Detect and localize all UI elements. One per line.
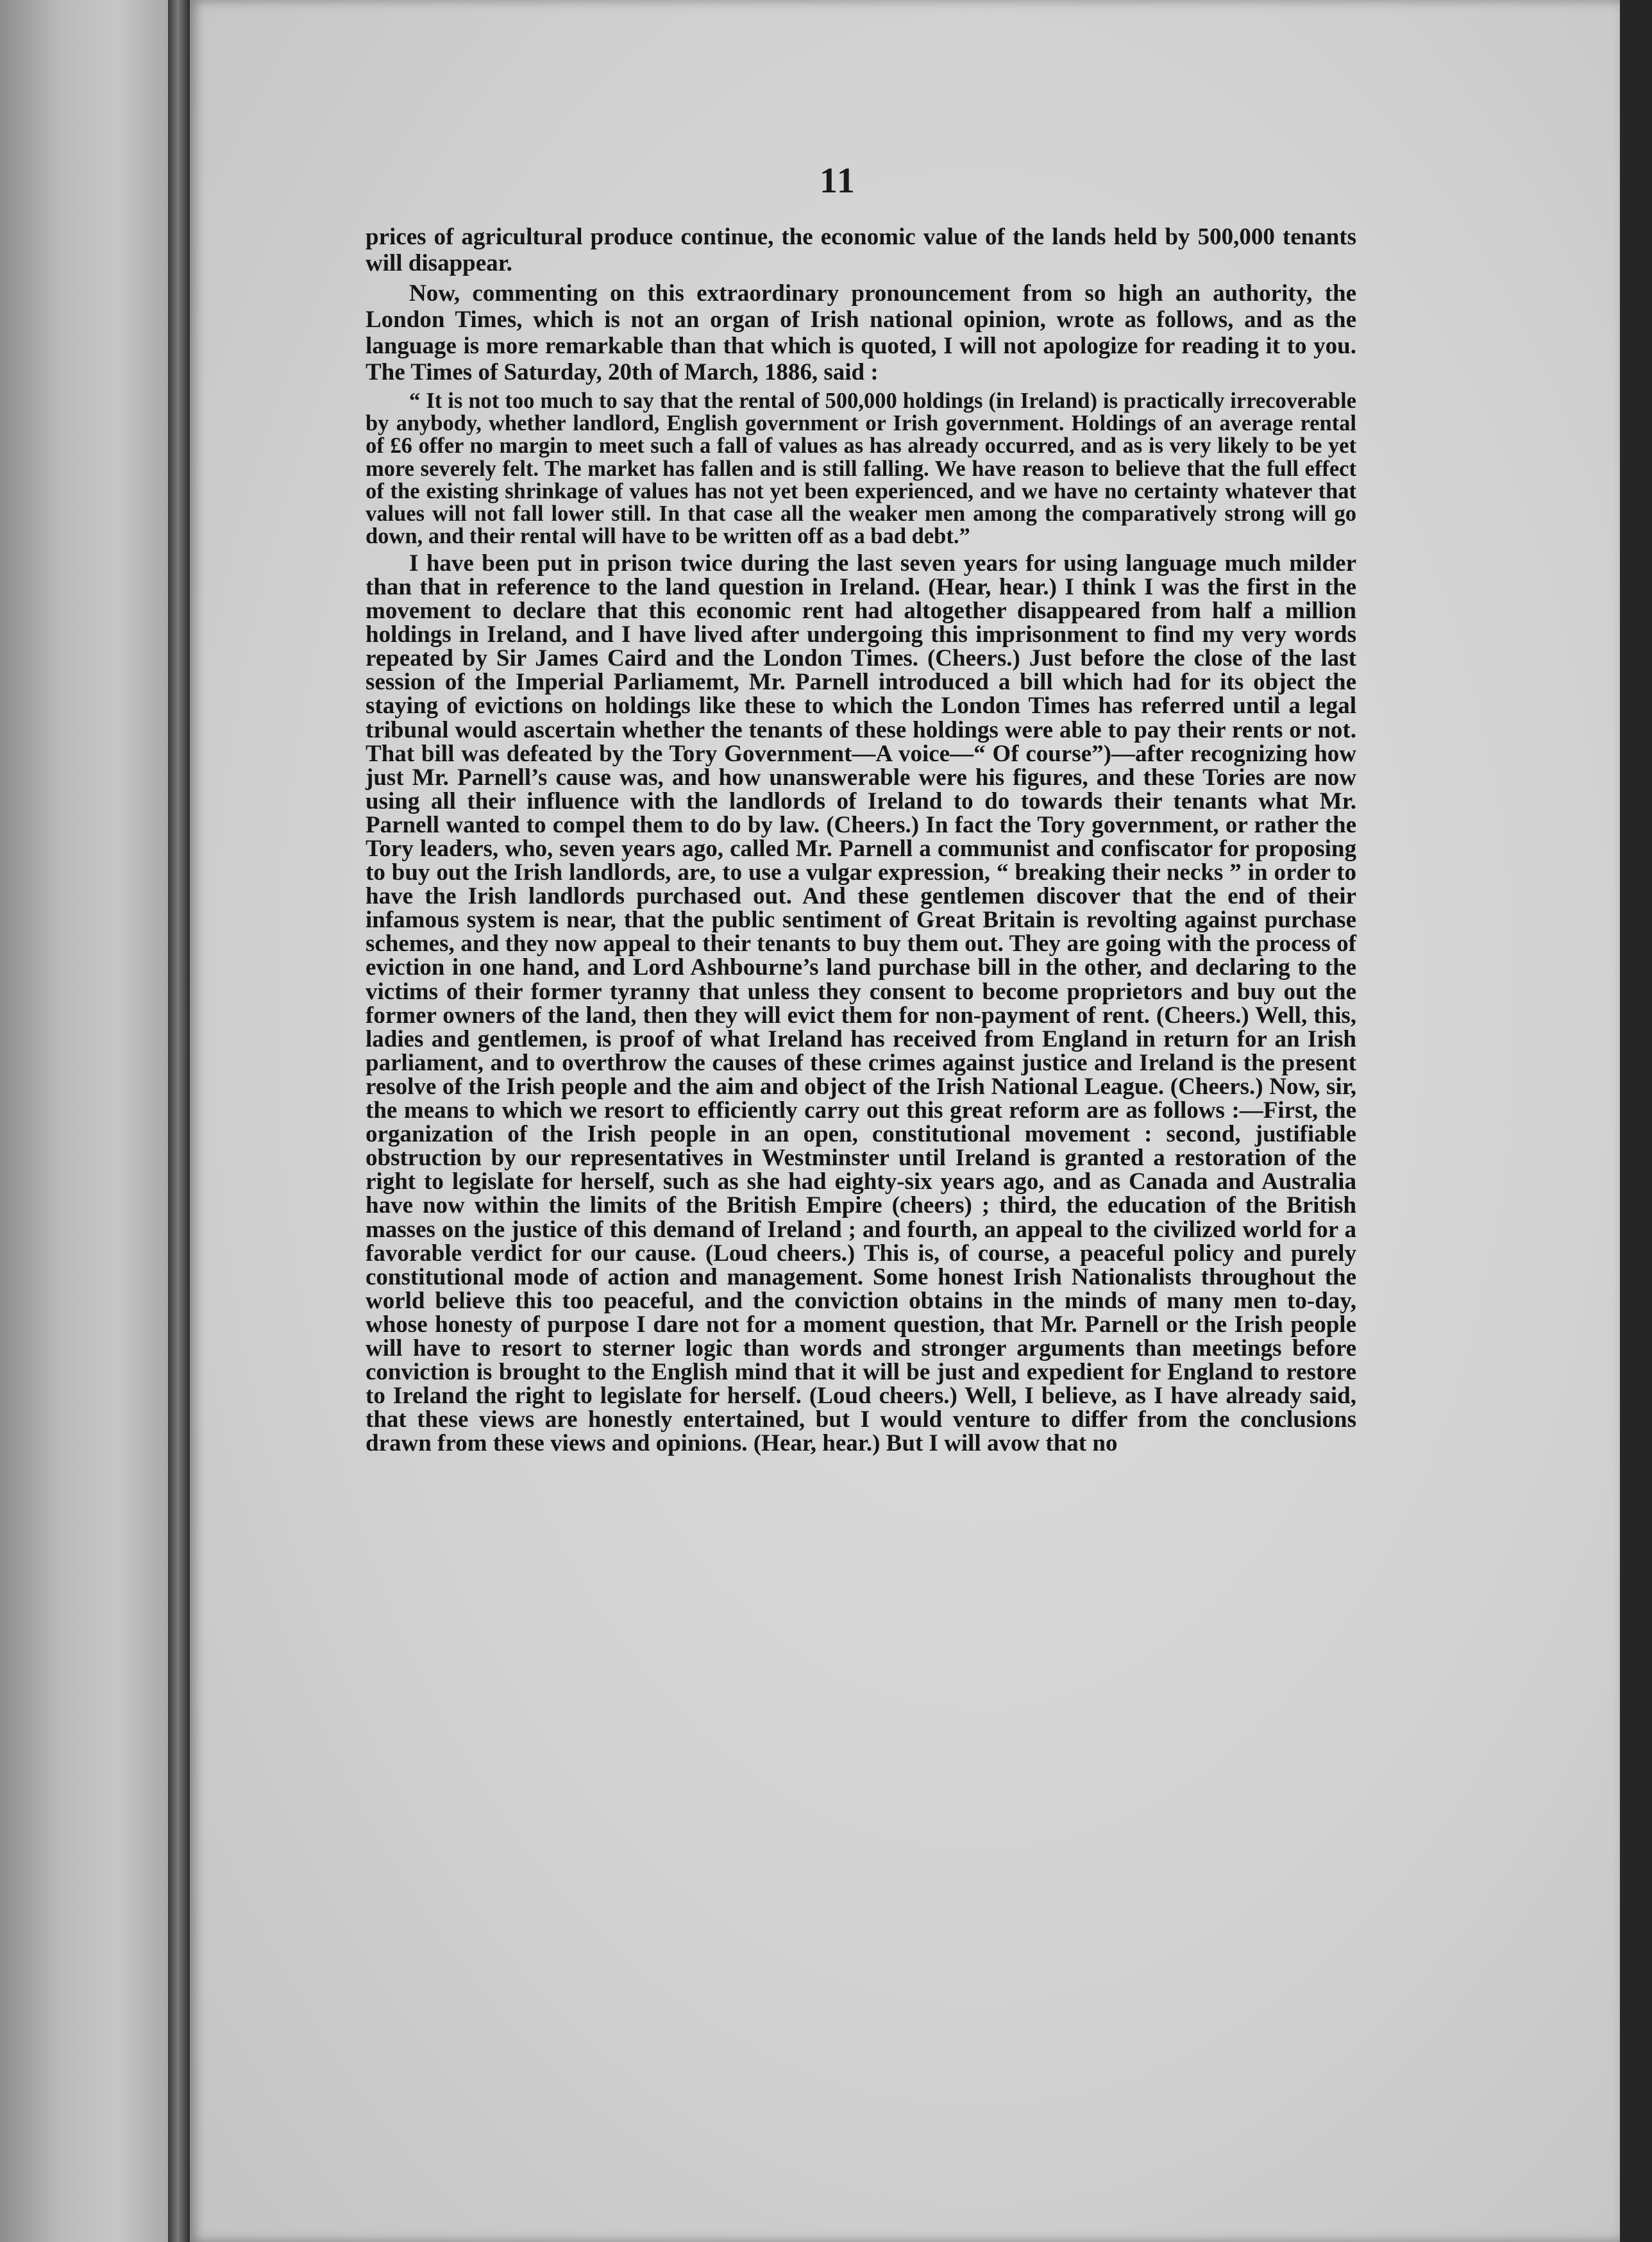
body-text xyxy=(366,224,1356,1460)
page-number: 11 xyxy=(820,161,856,201)
book-spine xyxy=(168,0,190,2242)
facing-page-edge xyxy=(0,0,168,2242)
paragraph-commentary: Now, commenting on this extraordinary pronouncement from so high an authority, the London Times, which is not an organ of Irish national opinion, wrote as follows, and as the language is more remarkable than that which is quoted, I will not apologize for reading it to you. The Times of Saturday, 20th of March, 1886, said : xyxy=(366,280,1356,385)
block-quote-times: “ It is not too much to say that the rental of 500,000 holdings (in Ireland) is practically irrecoverable by anybody, whether landlord, English government or Irish government. Holdings of an average rental of £6 offer no margin to meet such a fall of values as has already occurred, and as is very likely to be yet more severely felt. The market has fallen and is still falling. We have reason to believe that the full effect of the existing shrinkage of values has not yet been experienced, and we have no certainty whatever that values will not fall lower still. In that case all the weaker men among the comparatively strong will go down, and their rental will have to be written off as a bad debt.” xyxy=(366,389,1356,548)
paragraph-continuation: prices of agricultural produce continue, the economic value of the lands held by 500,000 tenants will disappear. xyxy=(366,224,1356,276)
paragraph-speech: I have been put in prison twice during the last seven years for using language much milder than that in reference to the land question in Ireland. (Hear, hear.) I think I was the first in the movement to declare that this economic rent had altogether disappeared from half a million holdings in Ireland, and I have lived after undergoing this imprisonment to find my very words repeated by Sir James Caird and the London Times. (Cheers.) Just before the close of the last session of the Imperial Parliamemt, Mr. Parnell introduced a bill which had for its object the staying of evictions on holdings like these to which the London Times has referred until a legal tribunal would ascertain whether the tenants of these holdings were able to pay their rents or not. That bill was defeated by the Tory Government—A voice—“ Of course”)—after recognizing how just Mr. Parnell’s cause was, and how unanswerable were his figures, and these Tories are now using all their influence with the landlords of Ireland to do towards their tenants what Mr. Parnell wanted to compel them to do by law. (Cheers.) In fact the Tory government, or rather the Tory leaders, who, seven years ago, called Mr. Parnell a communist and confiscator for proposing to buy out the Irish landlords, are, to use a vulgar expression, “ breaking their necks ” in order to have the Irish landlords purchased out. And these gentlemen discover that the end of their infamous system is near, that the public sentiment of Great Britain is revolting against purchase schemes, and they now appeal to their tenants to buy them out. They are going with the process of eviction in one hand, and Lord Ashbourne’s land purchase bill in the other, and declaring to the victims of their former tyranny that unless they consent to become proprietors and buy out the former owners of the land, then they will evict them for non-payment of rent. (Cheers.) Well, this, ladies and gentlemen, is proof of what Ireland has received from England in return for an Irish parliament, and to overthrow the causes of these crimes against justice and Ireland is the present resolve of the Irish people and the aim and object of the Irish National League. (Cheers.) Now, sir, the means to which we resort to efficiently carry out this great reform are as follows :—First, the organization of the Irish people in an open, constitutional movement : second, justifiable obstruction by our representatives in Westminster until Ireland is granted a restoration of the right to legislate for herself, such as she had eighty-six years ago, and as Canada and Australia have now within the limits of the British Empire (cheers) ; third, the education of the British masses on the justice of this demand of Ireland ; and fourth, an appeal to the civilized world for a favorable verdict for our cause. (Loud cheers.) This is, of course, a peaceful policy and purely constitutional mode of action and management. Some honest Irish Nationalists throughout the world believe this too peaceful, and the conviction obtains in the minds of many men to-day, whose honesty of purpose I dare not for a moment question, that Mr. Parnell or the Irish people will have to resort to sterner logic than words and stronger arguments than meetings before conviction is brought to the English mind that it will be just and expedient for England to restore to Ireland the right to legislate for herself. (Loud cheers.) Well, I believe, as I have already said, that these views are honestly entertained, but I would venture to differ from the conclusions drawn from these views and opinions. (Hear, hear.) But I will avow that no xyxy=(366,550,1356,1457)
